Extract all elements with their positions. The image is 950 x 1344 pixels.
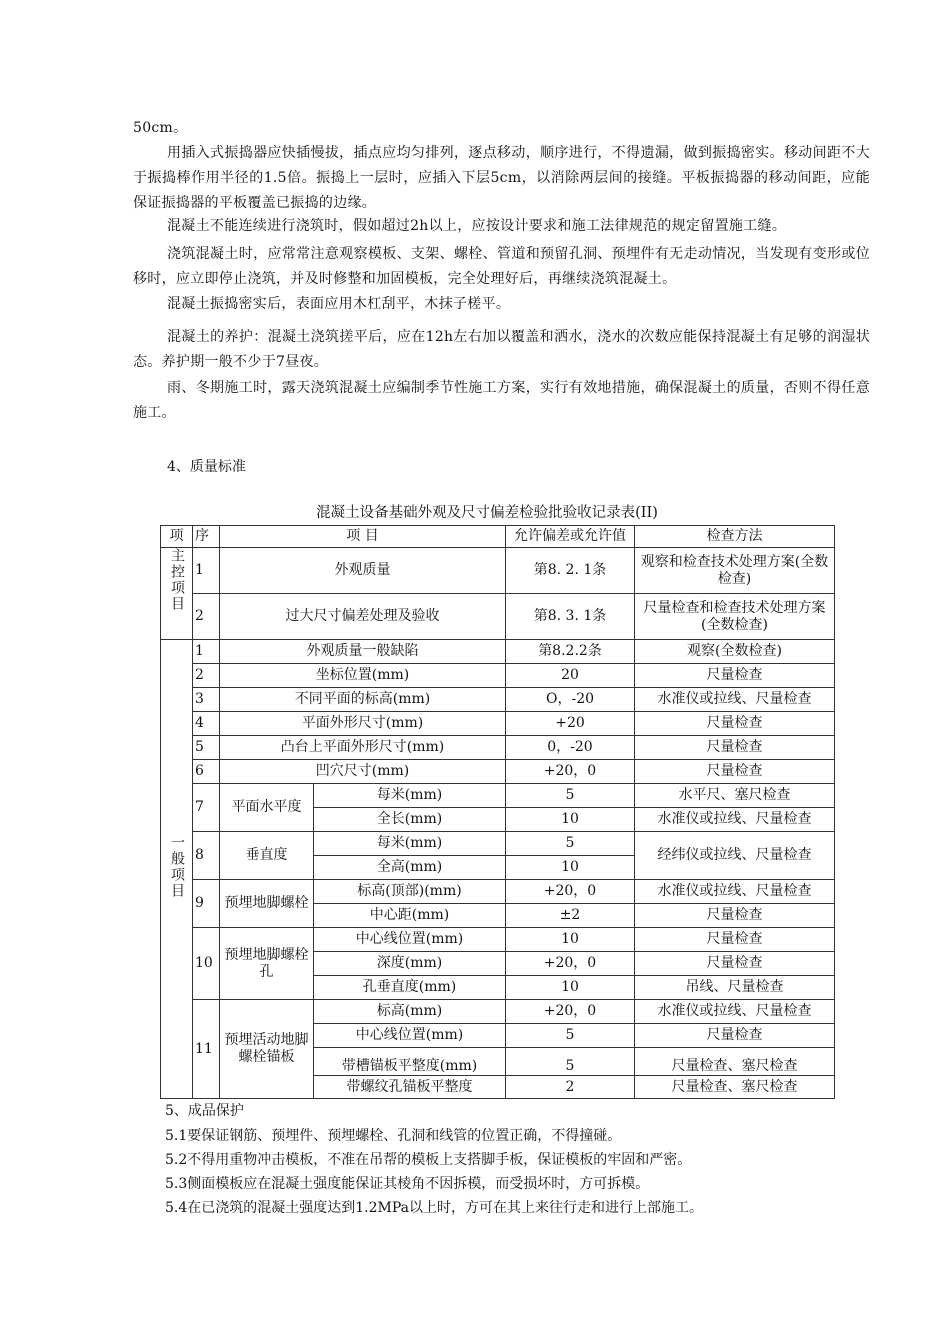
row-method: 观察和检查技术处理方案(全数检查) xyxy=(635,548,835,594)
row-value: 10 xyxy=(506,808,635,832)
row-no: 6 xyxy=(193,760,220,784)
row-group: 预埋地脚螺栓孔 xyxy=(220,928,314,1000)
row-item: 不同平面的标高(mm) xyxy=(220,688,506,712)
table-title: 混凝土设备基础外观及尺寸偏差检验批验收记录表(II) xyxy=(316,505,658,521)
row-no: 1 xyxy=(193,640,220,664)
section5-item: 5.4在已浇筑的混凝土强度达到1.2MPa以上时，方可在其上来往行走和进行上部施工。 xyxy=(165,1200,703,1216)
table-row xyxy=(161,712,835,736)
row-method: 水准仪或拉线、尺量检查 xyxy=(635,688,835,712)
row-value: 第8. 2. 1条 xyxy=(506,548,635,594)
row-method: 水准仪或拉线、尺量检查 xyxy=(635,808,835,832)
row-subitem: 全高(mm) xyxy=(314,856,506,880)
header-no: 序 xyxy=(193,526,220,548)
row-value: 5 xyxy=(506,1024,635,1048)
row-no: 3 xyxy=(193,688,220,712)
row-method: 吊线、尺量检查 xyxy=(635,976,835,1000)
row-group: 预埋活动地脚螺栓锚板 xyxy=(220,1000,314,1099)
table-row xyxy=(161,736,835,760)
section5-item: 5.1要保证钢筋、预埋件、预埋螺栓、孔洞和线管的位置正确，不得撞碰。 xyxy=(165,1128,622,1144)
main-control-label: 主控项目 xyxy=(169,548,185,612)
row-subitem: 带槽锚板平整度(mm) xyxy=(314,1048,506,1076)
row-no: 2 xyxy=(193,664,220,688)
row-value: 10 xyxy=(506,928,635,952)
row-value: 2 xyxy=(506,1076,635,1099)
table-row xyxy=(161,760,835,784)
row-value: 第8. 3. 1条 xyxy=(506,594,635,640)
row-subitem: 标高(顶部)(mm) xyxy=(314,880,506,904)
table-row xyxy=(161,664,835,688)
row-method: 水准仪或拉线、尺量检查 xyxy=(635,1000,835,1024)
heading-quality-standard: 4、质量标准 xyxy=(167,459,246,475)
row-method: 观察(全数检查) xyxy=(635,640,835,664)
row-no: 4 xyxy=(193,712,220,736)
paragraph-2: 混凝土不能连续进行浇筑时，假如超过2h以上，应按设计要求和施工法律规范的规定留置施工缝。 xyxy=(167,218,787,234)
paragraph-1: 用插入式振捣器应快插慢拔，插点应均匀排列，逐点移动，顺序进行，不得遗漏，做到振捣密实。移动间距不大于振捣棒作用半径的1.5倍。振捣上一层时，应插入下层5cm，以消除两层间的接缝。平板振捣器的移动间距，应能保证振捣器的平板覆盖已振捣的边缘。 xyxy=(133,145,870,211)
paragraph-3: 浇筑混凝土时，应常常注意观察模板、支架、螺栓、管道和预留孔洞、预埋件有无走动情况，当发现有变形或位移时，应立即停止浇筑，并及时修整和加固模板，完全处理好后，再继续浇筑混凝土。 xyxy=(133,246,870,287)
row-value: +20，0 xyxy=(506,760,635,784)
row-value: 第8.2.2条 xyxy=(506,640,635,664)
row-no: 5 xyxy=(193,736,220,760)
row-method: 尺量检查 xyxy=(635,712,835,736)
row-subitem: 带螺纹孔锚板平整度 xyxy=(314,1076,506,1099)
row-item: 凹穴尺寸(mm) xyxy=(220,760,506,784)
row-value: 20 xyxy=(506,664,635,688)
section5-heading: 5、成品保护 xyxy=(165,1103,244,1119)
row-no: 9 xyxy=(193,880,220,928)
header-tolerance: 允许偏差或允许值 xyxy=(506,526,635,548)
row-value: +20，0 xyxy=(506,952,635,976)
row-subitem: 中心线位置(mm) xyxy=(314,1024,506,1048)
row-no: 2 xyxy=(193,594,220,640)
row-subitem: 中心线位置(mm) xyxy=(314,928,506,952)
row-group: 平面水平度 xyxy=(220,784,314,832)
table-row xyxy=(161,880,835,904)
table-row xyxy=(161,928,835,952)
table-row xyxy=(161,548,835,594)
row-method: 水平尺、塞尺检查 xyxy=(635,784,835,808)
row-item: 外观质量 xyxy=(220,548,506,594)
table-row xyxy=(161,640,835,664)
section5-item: 5.2不得用重物冲击模板，不准在吊帮的模板上支搭脚手板，保证模板的牢固和严密。 xyxy=(165,1152,692,1168)
row-no: 11 xyxy=(193,1000,220,1099)
row-value: 5 xyxy=(506,1048,635,1076)
row-value: 0，-20 xyxy=(506,736,635,760)
row-item: 过大尺寸偏差处理及验收 xyxy=(220,594,506,640)
row-value: +20 xyxy=(506,712,635,736)
general-items-label: 一般项目 xyxy=(169,834,185,899)
row-value: O，-20 xyxy=(506,688,635,712)
row-method: 尺量检查 xyxy=(635,1024,835,1048)
paragraph-6: 雨、冬期施工时，露天浇筑混凝土应编制季节性施工方案，实行有效地措施，确保混凝土的质量，否则不得任意施工。 xyxy=(133,380,870,421)
row-method: 尺量检查 xyxy=(635,736,835,760)
row-item: 凸台上平面外形尺寸(mm) xyxy=(220,736,506,760)
row-value: +20，0 xyxy=(506,880,635,904)
row-method: 尺量检查 xyxy=(635,760,835,784)
row-method: 尺量检查、塞尺检查 xyxy=(635,1076,835,1099)
row-group: 垂直度 xyxy=(220,832,314,880)
paragraph-5: 混凝土的养护：混凝土浇筑搓平后，应在12h左右加以覆盖和洒水，浇水的次数应能保持混凝土有足够的润湿状态。养护期一般不少于7昼夜。 xyxy=(133,329,870,370)
row-value: +20，0 xyxy=(506,1000,635,1024)
paragraph-4: 混凝土振捣密实后，表面应用木杠刮平，木抹子槎平。 xyxy=(167,296,511,312)
header-item: 项 目 xyxy=(220,526,506,548)
inspection-table xyxy=(160,525,835,1099)
row-method: 经纬仪或拉线、尺量检查 xyxy=(635,832,835,880)
row-value: ±2 xyxy=(506,904,635,928)
paragraph-0: 50cm。 xyxy=(133,120,188,136)
row-no: 8 xyxy=(193,832,220,880)
table-row xyxy=(161,1000,835,1024)
row-method: 尺量检查 xyxy=(635,952,835,976)
row-value: 5 xyxy=(506,832,635,856)
row-item: 坐标位置(mm) xyxy=(220,664,506,688)
row-item: 外观质量一般缺陷 xyxy=(220,640,506,664)
table-row xyxy=(161,688,835,712)
row-value: 10 xyxy=(506,856,635,880)
row-subitem: 深度(mm) xyxy=(314,952,506,976)
row-method: 尺量检查 xyxy=(635,928,835,952)
row-no: 1 xyxy=(193,548,220,594)
table-row xyxy=(161,784,835,808)
row-no: 10 xyxy=(193,928,220,1000)
row-method: 尺量检查 xyxy=(635,664,835,688)
row-no: 7 xyxy=(193,784,220,832)
row-method: 尺量检查 xyxy=(635,904,835,928)
row-method: 水准仪或拉线、尺量检查 xyxy=(635,880,835,904)
row-item: 平面外形尺寸(mm) xyxy=(220,712,506,736)
row-group: 预埋地脚螺栓 xyxy=(220,880,314,928)
row-value: 5 xyxy=(506,784,635,808)
header-method: 检查方法 xyxy=(635,526,835,548)
row-subitem: 标高(mm) xyxy=(314,1000,506,1024)
row-subitem: 每米(mm) xyxy=(314,784,506,808)
row-method: 尺量检查、塞尺检查 xyxy=(635,1048,835,1076)
section5-item: 5.3侧面模板应在混凝土强度能保证其棱角不因拆模，而受损坏时，方可拆模。 xyxy=(165,1176,650,1192)
table-header-row xyxy=(161,526,835,548)
row-method: 尺量检查和检查技术处理方案(全数检查) xyxy=(635,594,835,640)
row-value: 10 xyxy=(506,976,635,1000)
row-subitem: 中心距(mm) xyxy=(314,904,506,928)
row-subitem: 全长(mm) xyxy=(314,808,506,832)
table-row xyxy=(161,594,835,640)
table-row xyxy=(161,832,835,856)
row-subitem: 每米(mm) xyxy=(314,832,506,856)
header-category: 项 xyxy=(161,526,193,548)
row-subitem: 孔垂直度(mm) xyxy=(314,976,506,1000)
